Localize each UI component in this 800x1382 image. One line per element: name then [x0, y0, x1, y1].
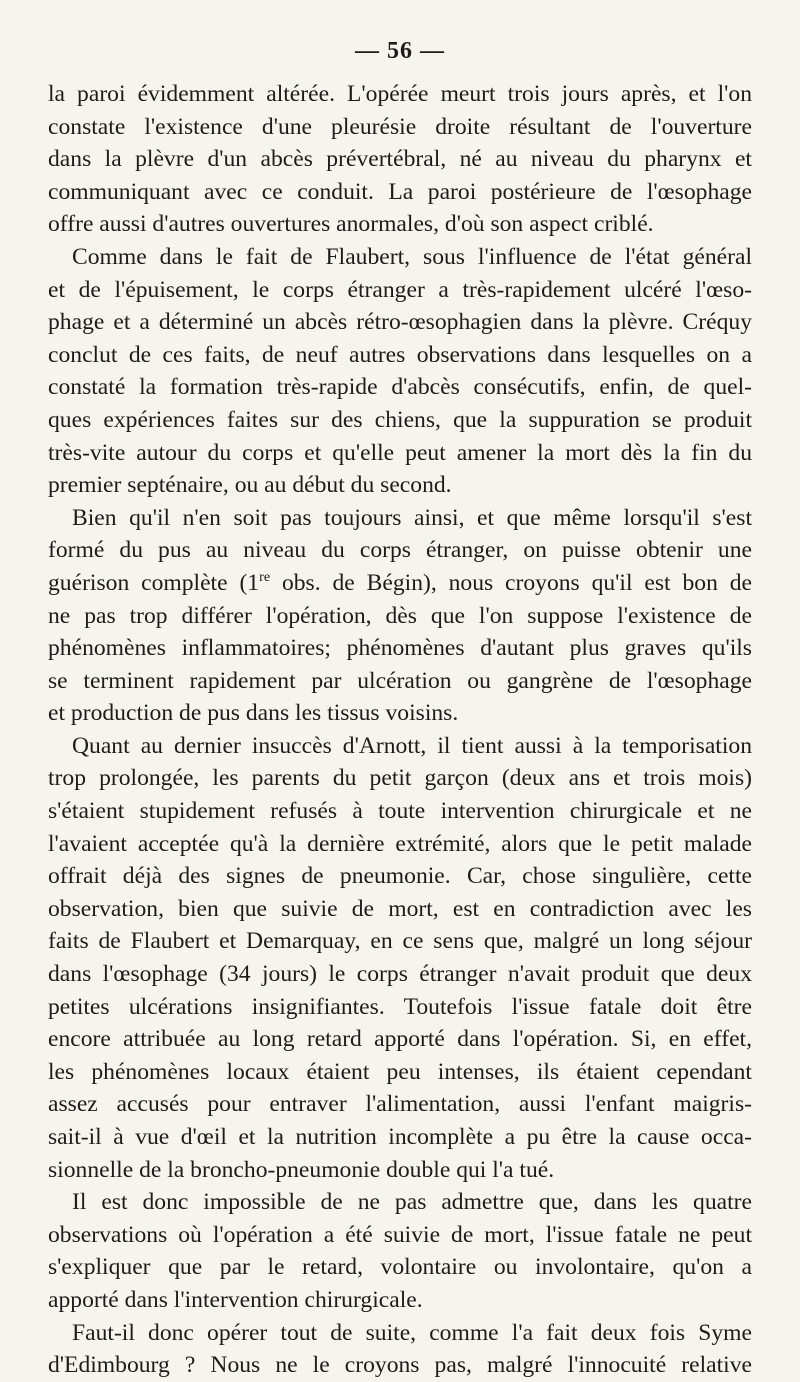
paragraph	[48, 78, 752, 241]
text-line: conclut de ces faits, de neuf autres observations dans lesquelles on a	[48, 341, 752, 368]
text-line: ques expériences faites sur des chiens, que la suppuration se produit	[48, 406, 752, 433]
text-line: sionnelle de la broncho-pneumonie double qui l'a tué.	[48, 1156, 555, 1183]
paragraph	[48, 730, 752, 1186]
paragraph	[48, 1186, 752, 1316]
text-line: ne pas trop différer l'opération, dès que l'on suppose l'existence de	[48, 602, 752, 629]
text-line: s'étaient stupidement refusés à toute intervention chirurgicale et ne	[48, 798, 752, 825]
text-line: et de l'épuisement, le corps étranger a très-rapidement ulcéré l'œso-	[48, 276, 752, 303]
text-line: constaté la formation très-rapide d'abcès consécutifs, enfin, de quel-	[48, 374, 752, 401]
text-line: d'Edimbourg ? Nous ne le croyons pas, malgré l'innocuité relative	[48, 1352, 752, 1379]
text-line: dans la plèvre d'un abcès prévertébral, né au niveau du pharynx et	[48, 146, 752, 173]
page-number: — 56 —	[355, 38, 445, 64]
text-line: constate l'existence d'une pleurésie droite résultant de l'ouverture	[48, 113, 752, 140]
text-line: sait-il à vue d'œil et la nutrition incomplète a pu être la cause occa-	[48, 1124, 752, 1150]
text-line: et production de pus dans les tissus voisins.	[48, 700, 459, 727]
text-line: faits de Flaubert et Demarquay, en ce sens que, malgré un long séjour	[48, 928, 752, 955]
text-line: Bien qu'il n'en soit pas toujours ainsi, et que même lorsqu'il s'est	[72, 504, 752, 531]
text-line: petites ulcérations insignifiantes. Toutefois l'issue fatale doit être	[48, 993, 752, 1020]
text-line: trop prolongée, les parents du petit garçon (deux ans et trois mois)	[48, 765, 752, 792]
text-line: assez accusés pour entraver l'alimentation, aussi l'enfant maigris-	[48, 1091, 752, 1118]
text-line: phénomènes inflammatoires; phénomènes d'autant plus graves qu'ils	[48, 635, 752, 662]
text-line: Quant au dernier insuccès d'Arnott, il tient aussi à la temporisation	[72, 732, 752, 759]
paragraph	[48, 241, 752, 502]
text-line: s'expliquer que par le retard, volontaire ou involontaire, qu'on a	[48, 1254, 752, 1281]
text-line: la paroi évidemment altérée. L'opérée meurt trois jours après, et l'on	[48, 81, 752, 107]
text-line: très-vite autour du corps et qu'elle peut amener la mort dès la fin du	[48, 439, 752, 466]
text-line: phage et a déterminé un abcès rétro-œsophagien dans la plèvre. Créquy	[48, 309, 752, 336]
text-line: l'avaient acceptée qu'à la dernière extrémité, alors que le petit malade	[48, 830, 752, 857]
paragraph	[48, 1317, 752, 1382]
text-line: Comme dans le fait de Flaubert, sous l'influence de l'état général	[72, 243, 752, 270]
text-line: se terminent rapidement par ulcération ou gangrène de l'œsophage	[48, 667, 752, 694]
text-line: observations où l'opération a été suivie de mort, l'issue fatale ne peut	[48, 1221, 752, 1248]
text-line: Faut-il donc opérer tout de suite, comme l'a fait deux fois Syme	[72, 1319, 752, 1346]
text-line: Il est donc impossible de ne pas admettre que, dans les quatre	[72, 1189, 752, 1216]
text-line: guérison complète (1re obs. de Bégin), nous croyons qu'il est bon de	[48, 569, 752, 596]
text-line: communiquant avec ce conduit. La paroi postérieure de l'œsophage	[48, 178, 752, 205]
page-body-text	[48, 78, 752, 1382]
paragraph	[48, 502, 752, 730]
text-line: premier septénaire, ou au début du second.	[48, 472, 452, 499]
text-line: observation, bien que suivie de mort, est en contradiction avec les	[48, 895, 752, 922]
text-line: les phénomènes locaux étaient peu intenses, ils étaient cependant	[48, 1058, 752, 1085]
text-line: formé du pus au niveau du corps étranger, on puisse obtenir une	[48, 537, 752, 564]
text-line: encore attribuée au long retard apporté dans l'opération. Si, en effet,	[48, 1026, 752, 1053]
text-line: offrait déjà des signes de pneumonie. Car, chose singulière, cette	[48, 863, 752, 890]
text-line: offre aussi d'autres ouvertures anormales, d'où son aspect criblé.	[48, 211, 654, 238]
text-line: dans l'œsophage (34 jours) le corps étranger n'avait produit que deux	[48, 961, 752, 988]
text-line: apporté dans l'intervention chirurgicale.	[48, 1286, 423, 1313]
